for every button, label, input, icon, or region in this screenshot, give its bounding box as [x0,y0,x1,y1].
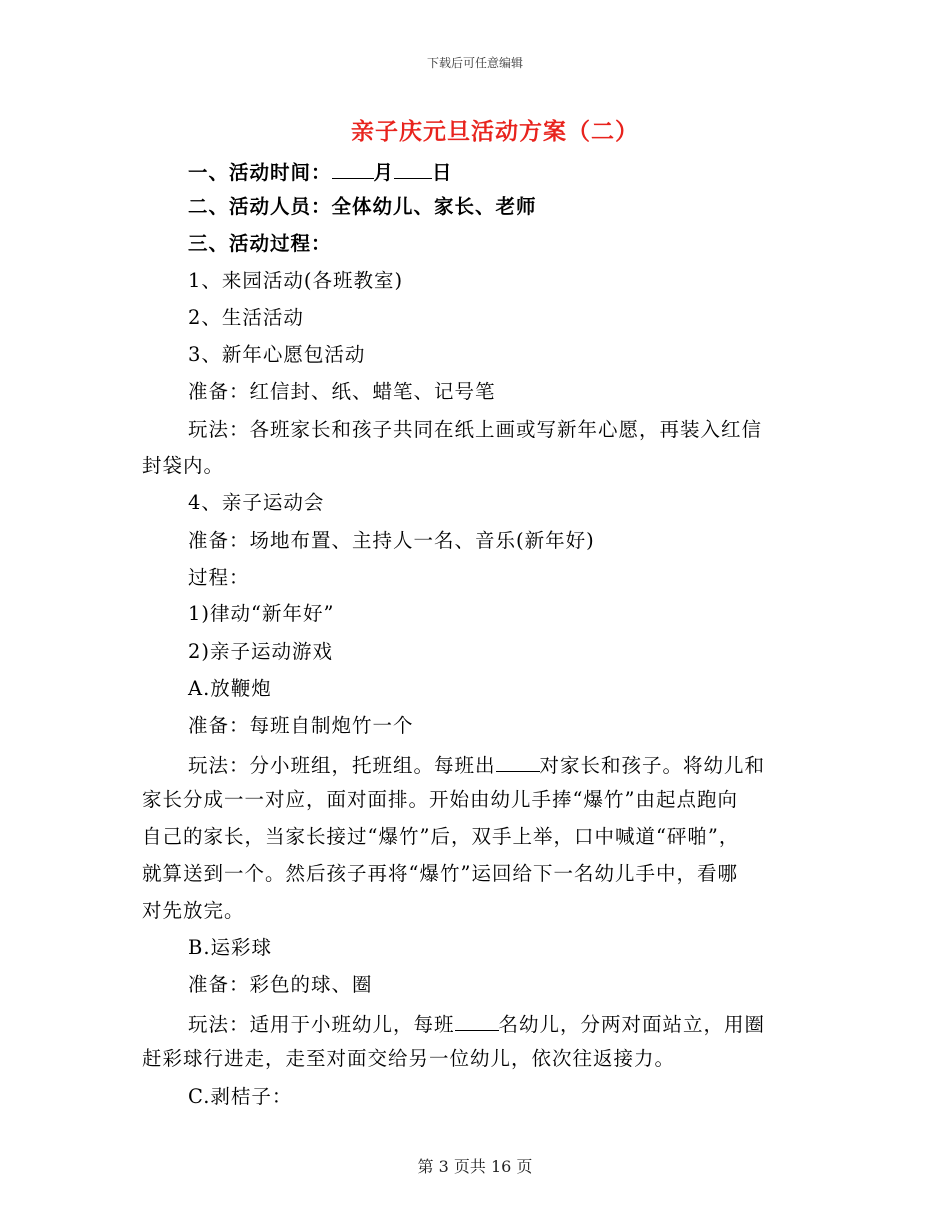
game-b-play-line-2: 赶彩球行进走，走至对面交给另一位幼儿，依次往返接力。 [142,1047,676,1070]
game-a-play-line-2: 家长分成一一对应，面对面排。开始由幼儿手捧“爆竹”由起点跑向 [142,788,738,811]
item-1: 1、来园活动(各班教室) [188,269,404,292]
section-time-label: 一、活动时间： [188,161,332,184]
game-a-play-line-1b: 对家长和孩子。将幼儿和 [539,754,766,777]
game-a-play-line-4: 就算送到一个。然后孩子再将“爆竹”运回给下一名幼儿手中，看哪 [142,862,738,885]
section-time [188,158,453,185]
game-a-play-line-1a: 玩法：分小班组，托班组。每班出 [188,754,496,777]
item-4-prep: 准备：场地布置、主持人一名、音乐(新年好) [188,529,595,552]
day-label: 日 [432,161,453,184]
game-a-play-line-1 [188,751,765,778]
month-blank [332,158,374,179]
item-3: 3、新年心愿包活动 [188,343,366,366]
month-label: 月 [373,161,395,184]
item-4-process: 过程： [188,566,250,589]
game-b-play-line-1b: 名幼儿，分两对面站立，用圈 [498,1013,766,1036]
game-a-play-line-3: 自己的家长，当家长接过“爆竹”后，双手上举，口中喊道“砰啪”， [142,825,740,848]
item-4: 4、亲子运动会 [188,491,325,514]
game-c-title: C.剥桔子： [188,1085,293,1108]
item-4-process-2: 2)亲子运动游戏 [188,640,334,663]
game-b-prep: 准备：彩色的球、圈 [188,973,373,996]
game-a-title: A.放鞭炮 [188,677,272,700]
game-a-play-line-5: 对先放完。 [142,899,245,922]
section-process: 三、活动过程： [188,232,332,255]
item-3-play-line-1: 玩法：各班家长和孩子共同在纸上画或写新年心愿，再装入红信 [188,418,763,441]
children-count-blank [455,1010,499,1031]
item-3-prep: 准备：红信封、纸、蜡笔、记号笔 [188,380,496,403]
game-b-play-line-1a: 玩法：适用于小班幼儿，每班 [188,1013,455,1036]
header-note: 下载后可任意编辑 [426,56,523,70]
game-b-play-line-1 [188,1010,765,1037]
item-2: 2、生活活动 [188,306,304,329]
day-blank [394,158,432,179]
item-4-process-1: 1)律动“新年好” [188,602,335,625]
pairs-blank [496,751,540,772]
item-3-play-line-2: 封袋内。 [142,454,225,477]
document-title: 亲子庆元旦活动方案（二） [351,118,639,145]
game-b-title: B.运彩球 [188,936,273,959]
page-footer: 第 3 页共 16 页 [417,1157,533,1176]
section-people: 二、活动人员：全体幼儿、家长、老师 [188,195,537,218]
game-a-prep: 准备：每班自制炮竹一个 [188,714,414,737]
